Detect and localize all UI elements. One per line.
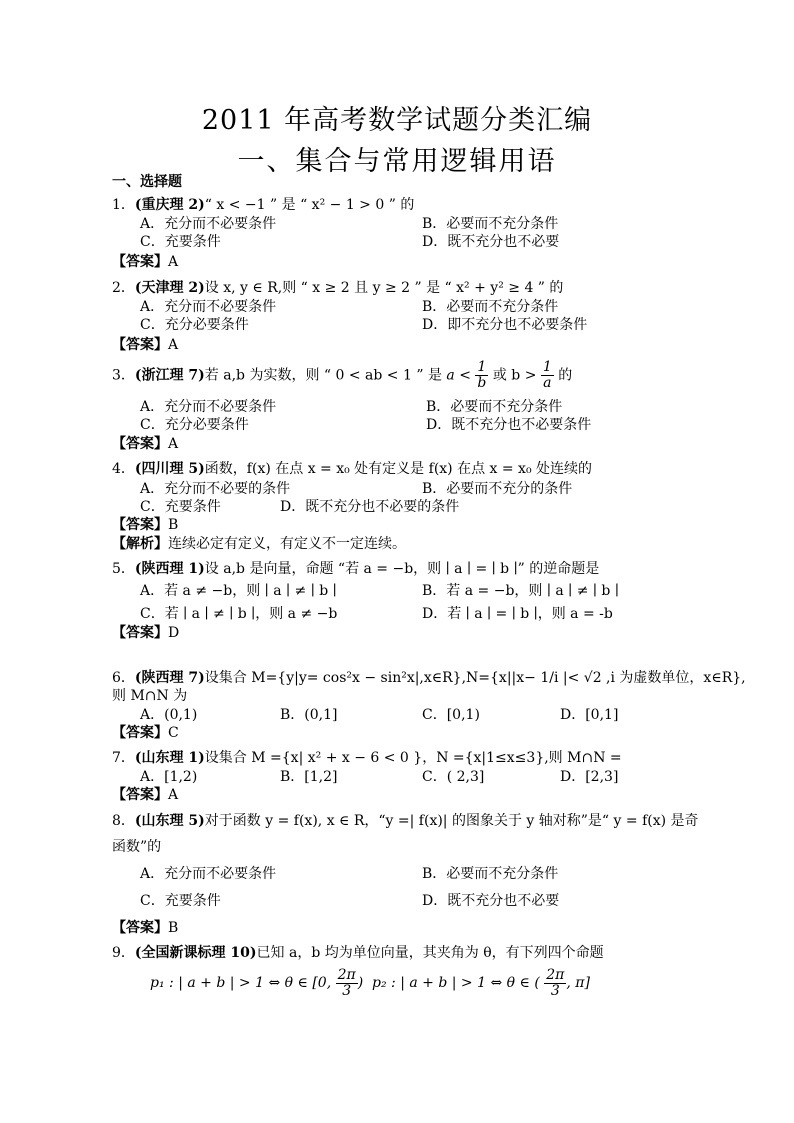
question-number: 9． bbox=[112, 945, 135, 961]
question-9 bbox=[112, 944, 604, 962]
answer-1 bbox=[112, 253, 178, 271]
question-3 bbox=[112, 360, 572, 391]
answer-value: A bbox=[168, 787, 179, 803]
question-number: 6． bbox=[112, 670, 135, 686]
numerator: 2π bbox=[546, 966, 565, 983]
answer-tag: 【答案】 bbox=[112, 725, 168, 741]
question-number: 8． bbox=[112, 813, 135, 829]
answer-value: A bbox=[168, 337, 179, 353]
question-source: (浙江理 7) bbox=[134, 367, 205, 384]
question-text: 设 x, y ∈ R,则 “ x ≥ 2 且 y ≥ 2 ” 是 “ x² + y² ≥ 4 ” 的 bbox=[204, 280, 564, 296]
option-d: D．[0,1] bbox=[560, 707, 619, 723]
option-c: C．充要条件 bbox=[140, 234, 221, 250]
question-text-end: 的 bbox=[558, 367, 573, 384]
question-text: 设集合 M={y|y= cos²x − sin²x|,x∈R},N={x||x− 1/i |< √2 ,i 为虚数单位，x∈R}, bbox=[204, 670, 746, 686]
option-d: D．既不充分也不必要条件 bbox=[426, 417, 592, 433]
question-number: 5． bbox=[112, 561, 135, 577]
option-b: B．[1,2] bbox=[280, 769, 338, 785]
question-number: 7． bbox=[112, 750, 135, 766]
denominator: 3 bbox=[550, 982, 560, 999]
question-text: “ x < −1 ” 是 “ x² − 1 > 0 ” 的 bbox=[204, 197, 415, 213]
answer-tag: 【答案】 bbox=[112, 787, 168, 803]
answer-tag: 【答案】 bbox=[112, 920, 168, 936]
question-source: (山东理 5) bbox=[134, 813, 205, 829]
option-c: C．充要条件 bbox=[140, 499, 221, 515]
denominator: a bbox=[543, 375, 552, 391]
answer-value: A bbox=[168, 436, 179, 452]
option-a: A．充分而不必要条件 bbox=[140, 299, 277, 315]
math-expr: a < bbox=[446, 367, 471, 384]
answer-value: B bbox=[168, 920, 179, 936]
question-7 bbox=[112, 749, 622, 767]
option-c: C．( 2,3] bbox=[422, 769, 485, 785]
question-2 bbox=[112, 279, 563, 297]
fraction bbox=[541, 360, 554, 391]
question-source: (全国新课标理 10) bbox=[134, 945, 257, 961]
question-1 bbox=[112, 196, 414, 214]
question-8-cont: 函数”的 bbox=[112, 839, 162, 855]
option-d: D．[2,3] bbox=[560, 769, 619, 785]
option-b: B．若 a = −b，则 ∣ a ∣ ≠ ∣ b ∣ bbox=[422, 583, 619, 599]
question-number: 2． bbox=[112, 280, 135, 296]
math-expr: , π] bbox=[566, 975, 590, 991]
answer-4 bbox=[112, 516, 178, 534]
denominator: b bbox=[477, 375, 487, 391]
explain-text: 连续必定有定义，有定义不一定连续。 bbox=[168, 536, 406, 552]
fraction bbox=[544, 968, 566, 999]
explanation-4 bbox=[112, 535, 406, 553]
option-c: C．[0,1) bbox=[422, 707, 480, 723]
answer-tag: 【答案】 bbox=[112, 436, 168, 452]
option-a: A．(0,1) bbox=[140, 707, 198, 723]
option-b: B．必要而不充分条件 bbox=[426, 399, 563, 415]
fraction bbox=[336, 968, 358, 999]
option-c: C．若 ∣ a ∣ ≠ ∣ b ∣，则 a ≠ −b bbox=[140, 606, 338, 622]
answer-value: D bbox=[168, 625, 180, 641]
option-b: B．必要而不充分条件 bbox=[422, 216, 559, 232]
option-a: A．充分而不必要的条件 bbox=[140, 481, 291, 497]
section-heading: 一、选择题 bbox=[112, 174, 182, 190]
answer-3 bbox=[112, 435, 178, 453]
option-a: A．若 a ≠ −b，则 ∣ a ∣ ≠ ∣ b ∣ bbox=[140, 583, 337, 599]
math-expr: ) bbox=[357, 975, 364, 991]
option-d: D．既不充分也不必要的条件 bbox=[280, 499, 460, 515]
question-source: (陕西理 1) bbox=[134, 561, 205, 577]
answer-2 bbox=[112, 336, 178, 354]
math-expr: 或 b > bbox=[492, 367, 537, 384]
option-a: A．充分而不必要条件 bbox=[140, 216, 277, 232]
option-b: B．必要而不充分条件 bbox=[422, 299, 559, 315]
numerator: 2π bbox=[337, 966, 356, 983]
answer-tag: 【答案】 bbox=[112, 254, 168, 270]
option-a: A．[1,2) bbox=[140, 769, 198, 785]
question-8 bbox=[112, 812, 699, 830]
question-4 bbox=[112, 460, 592, 478]
proposition-p1 bbox=[150, 966, 363, 1000]
denominator: 3 bbox=[342, 982, 352, 999]
option-c: C．充要条件 bbox=[140, 893, 221, 909]
question-text: 设集合 M ={x| x² + x − 6 < 0 }，N ={x|1≤x≤3},则 M∩N = bbox=[204, 750, 622, 766]
answer-tag: 【答案】 bbox=[112, 517, 168, 533]
question-text: 设 a,b 是向量，命题 “若 a = −b，则 ∣ a ∣ = ∣ b ∣” 的逆命题是 bbox=[204, 561, 600, 577]
answer-6 bbox=[112, 724, 179, 742]
question-source: (重庆理 2) bbox=[134, 197, 205, 213]
answer-tag: 【答案】 bbox=[112, 625, 168, 641]
page-title: 2011 年高考数学试题分类汇编 bbox=[201, 105, 593, 136]
answer-5 bbox=[112, 624, 179, 642]
question-text: 函数，f(x) 在点 x = x₀ 处有定义是 f(x) 在点 x = x₀ 处连续的 bbox=[204, 461, 593, 477]
question-source: (陕西理 7) bbox=[134, 670, 205, 686]
fraction bbox=[475, 360, 488, 391]
question-number: 1． bbox=[112, 197, 135, 213]
question-source: (山东理 1) bbox=[134, 750, 205, 766]
option-c: C．充分必要条件 bbox=[140, 417, 249, 433]
question-source: (天津理 2) bbox=[134, 280, 205, 296]
question-text: 对于函数 y = f(x), x ∈ R，“y =| f(x)| 的图象关于 y 轴对称”是“ y = f(x) 是奇 bbox=[204, 813, 699, 829]
answer-value: B bbox=[168, 517, 179, 533]
option-d: D．既不充分也不必要 bbox=[422, 893, 560, 909]
answer-tag: 【答案】 bbox=[112, 337, 168, 353]
numerator: 1 bbox=[475, 360, 488, 376]
question-6-cont: 则 M∩N 为 bbox=[112, 688, 188, 704]
answer-7 bbox=[112, 786, 178, 804]
option-b: B．必要而不充分的条件 bbox=[422, 481, 573, 497]
answer-8 bbox=[112, 919, 178, 937]
option-d: D．即不充分也不必要条件 bbox=[422, 317, 588, 333]
question-number: 4． bbox=[112, 461, 135, 477]
option-a: A．充分而不必要条件 bbox=[140, 399, 277, 415]
option-d: D．既不充分也不必要 bbox=[422, 234, 560, 250]
option-a: A．充分而不必要条件 bbox=[140, 866, 277, 882]
question-5 bbox=[112, 560, 599, 578]
option-b: B．(0,1] bbox=[280, 707, 338, 723]
math-expr: p₁ : | a + b | > 1 ⇔ θ ∈ [0, bbox=[150, 975, 332, 991]
numerator: 1 bbox=[542, 359, 552, 375]
option-d: D．若 ∣ a ∣ = ∣ b ∣，则 a = -b bbox=[422, 606, 613, 622]
question-text: 已知 a，b 均为单位向量，其夹角为 θ，有下列四个命题 bbox=[256, 945, 604, 961]
question-number: 3． bbox=[112, 367, 135, 384]
page-subtitle: 一、集合与常用逻辑用语 bbox=[237, 146, 557, 177]
option-b: B．必要而不充分条件 bbox=[422, 866, 559, 882]
math-expr: p₂ : | a + b | > 1 ⇔ θ ∈ ( bbox=[372, 975, 540, 991]
question-source: (四川理 5) bbox=[134, 461, 205, 477]
answer-value: C bbox=[168, 725, 179, 741]
explain-tag: 【解析】 bbox=[112, 536, 168, 552]
question-6 bbox=[112, 669, 746, 687]
question-text: 若 a,b 为实数，则 “ 0 < ab < 1 ” 是 bbox=[204, 367, 442, 384]
answer-value: A bbox=[168, 254, 179, 270]
proposition-p2 bbox=[372, 966, 590, 1000]
option-c: C．充分必要条件 bbox=[140, 317, 249, 333]
